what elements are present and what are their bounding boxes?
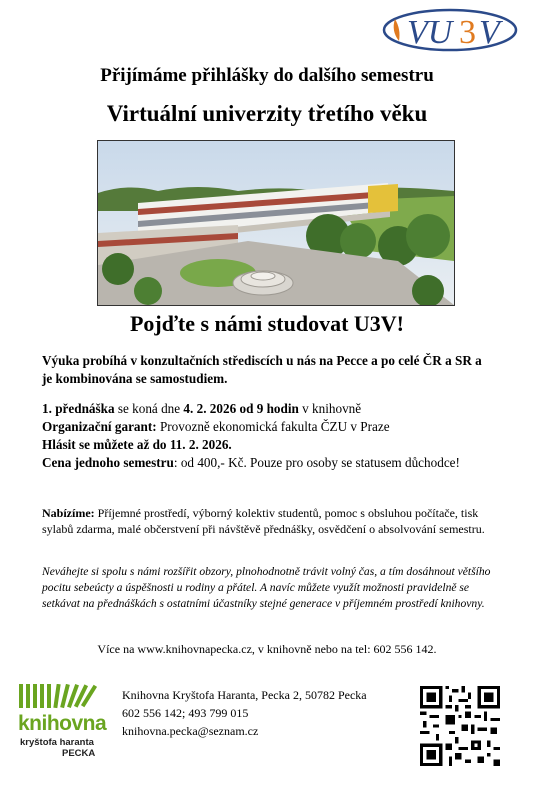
campus-photo (97, 140, 455, 306)
invitation-text: Neváhejte si spolu s námi rozšířit obzory, plnohodnotně trávit volný čas, a tím dosáhnout většího pocitu sebeúcty a úspěšnosti u rodiny a přátel. A navíc můžete využít možnosti pravidelně se setkávat na přednáškách s ostatními účastníky stejné generace v příjemném prostředí knihovny. (42, 565, 491, 610)
slogan: Pojďte s námi studovat U3V! (129, 311, 404, 336)
address-block (122, 686, 367, 740)
address-phone: 602 556 142; 493 799 015 (122, 706, 249, 720)
heading-line2: Virtuální univerzity třetího věku (106, 101, 428, 126)
heading-line1: Přijímáme přihlášky do dalšího semestru (100, 65, 434, 86)
svg-text:VU: VU (407, 14, 453, 51)
intro-text: Výuka probíhá v konzultačních střediscích u nás na Pecce a po celé ČR a SR a je kombinována se samostudiem. (42, 353, 482, 386)
lecture-info (42, 400, 494, 472)
offer-label: Nabízíme: (42, 506, 95, 520)
qr-code[interactable] (420, 686, 500, 766)
garant-label: Organizační garant: (42, 419, 157, 434)
first-lecture-line (42, 400, 494, 418)
first-lecture-text-a: se koná dne (114, 401, 184, 416)
library-sub: kryštofa haranta (20, 737, 94, 748)
svg-text:V: V (479, 14, 500, 51)
offer-body: Příjemné prostředí, výborný kolektiv studentů, pomoc s obsluhou počítače, tisk sylabů zdarma, malé občerstvení při návštěvě přednášky, osvědčení o absolvování semestru. (42, 506, 485, 536)
signup-text: Hlásit se můžete až do 11. 2. 2026. (42, 437, 232, 452)
library-place: PECKA (62, 748, 96, 759)
first-lecture-text-b: v knihovně (298, 401, 362, 416)
library-word: knihovna (18, 712, 107, 735)
address-line1: Knihovna Kryštofa Haranta, Pecka 2, 50782 Pecka (122, 688, 367, 702)
price-label: Cena jednoho semestru (42, 455, 174, 470)
svg-text:3: 3 (459, 14, 476, 51)
address-email[interactable]: knihovna.pecka@seznam.cz (122, 724, 259, 738)
garant-value: Provozně ekonomická fakulta ČZU v Praze (156, 419, 390, 434)
signup-line (42, 436, 494, 454)
price-line (42, 454, 494, 472)
first-lecture-label: 1. přednáška (42, 401, 115, 416)
u3v-logo (381, 7, 520, 53)
first-lecture-date: 4. 2. 2026 od 9 hodin (183, 401, 299, 416)
price-value: : od 400,- Kč. Pouze pro osoby se statusem důchodce! (173, 455, 460, 470)
offer-text (42, 505, 494, 537)
garant-line (42, 418, 494, 436)
contact-line: Více na www.knihovnapecka.cz, v knihovně nebo na tel: 602 556 142. (97, 642, 437, 656)
